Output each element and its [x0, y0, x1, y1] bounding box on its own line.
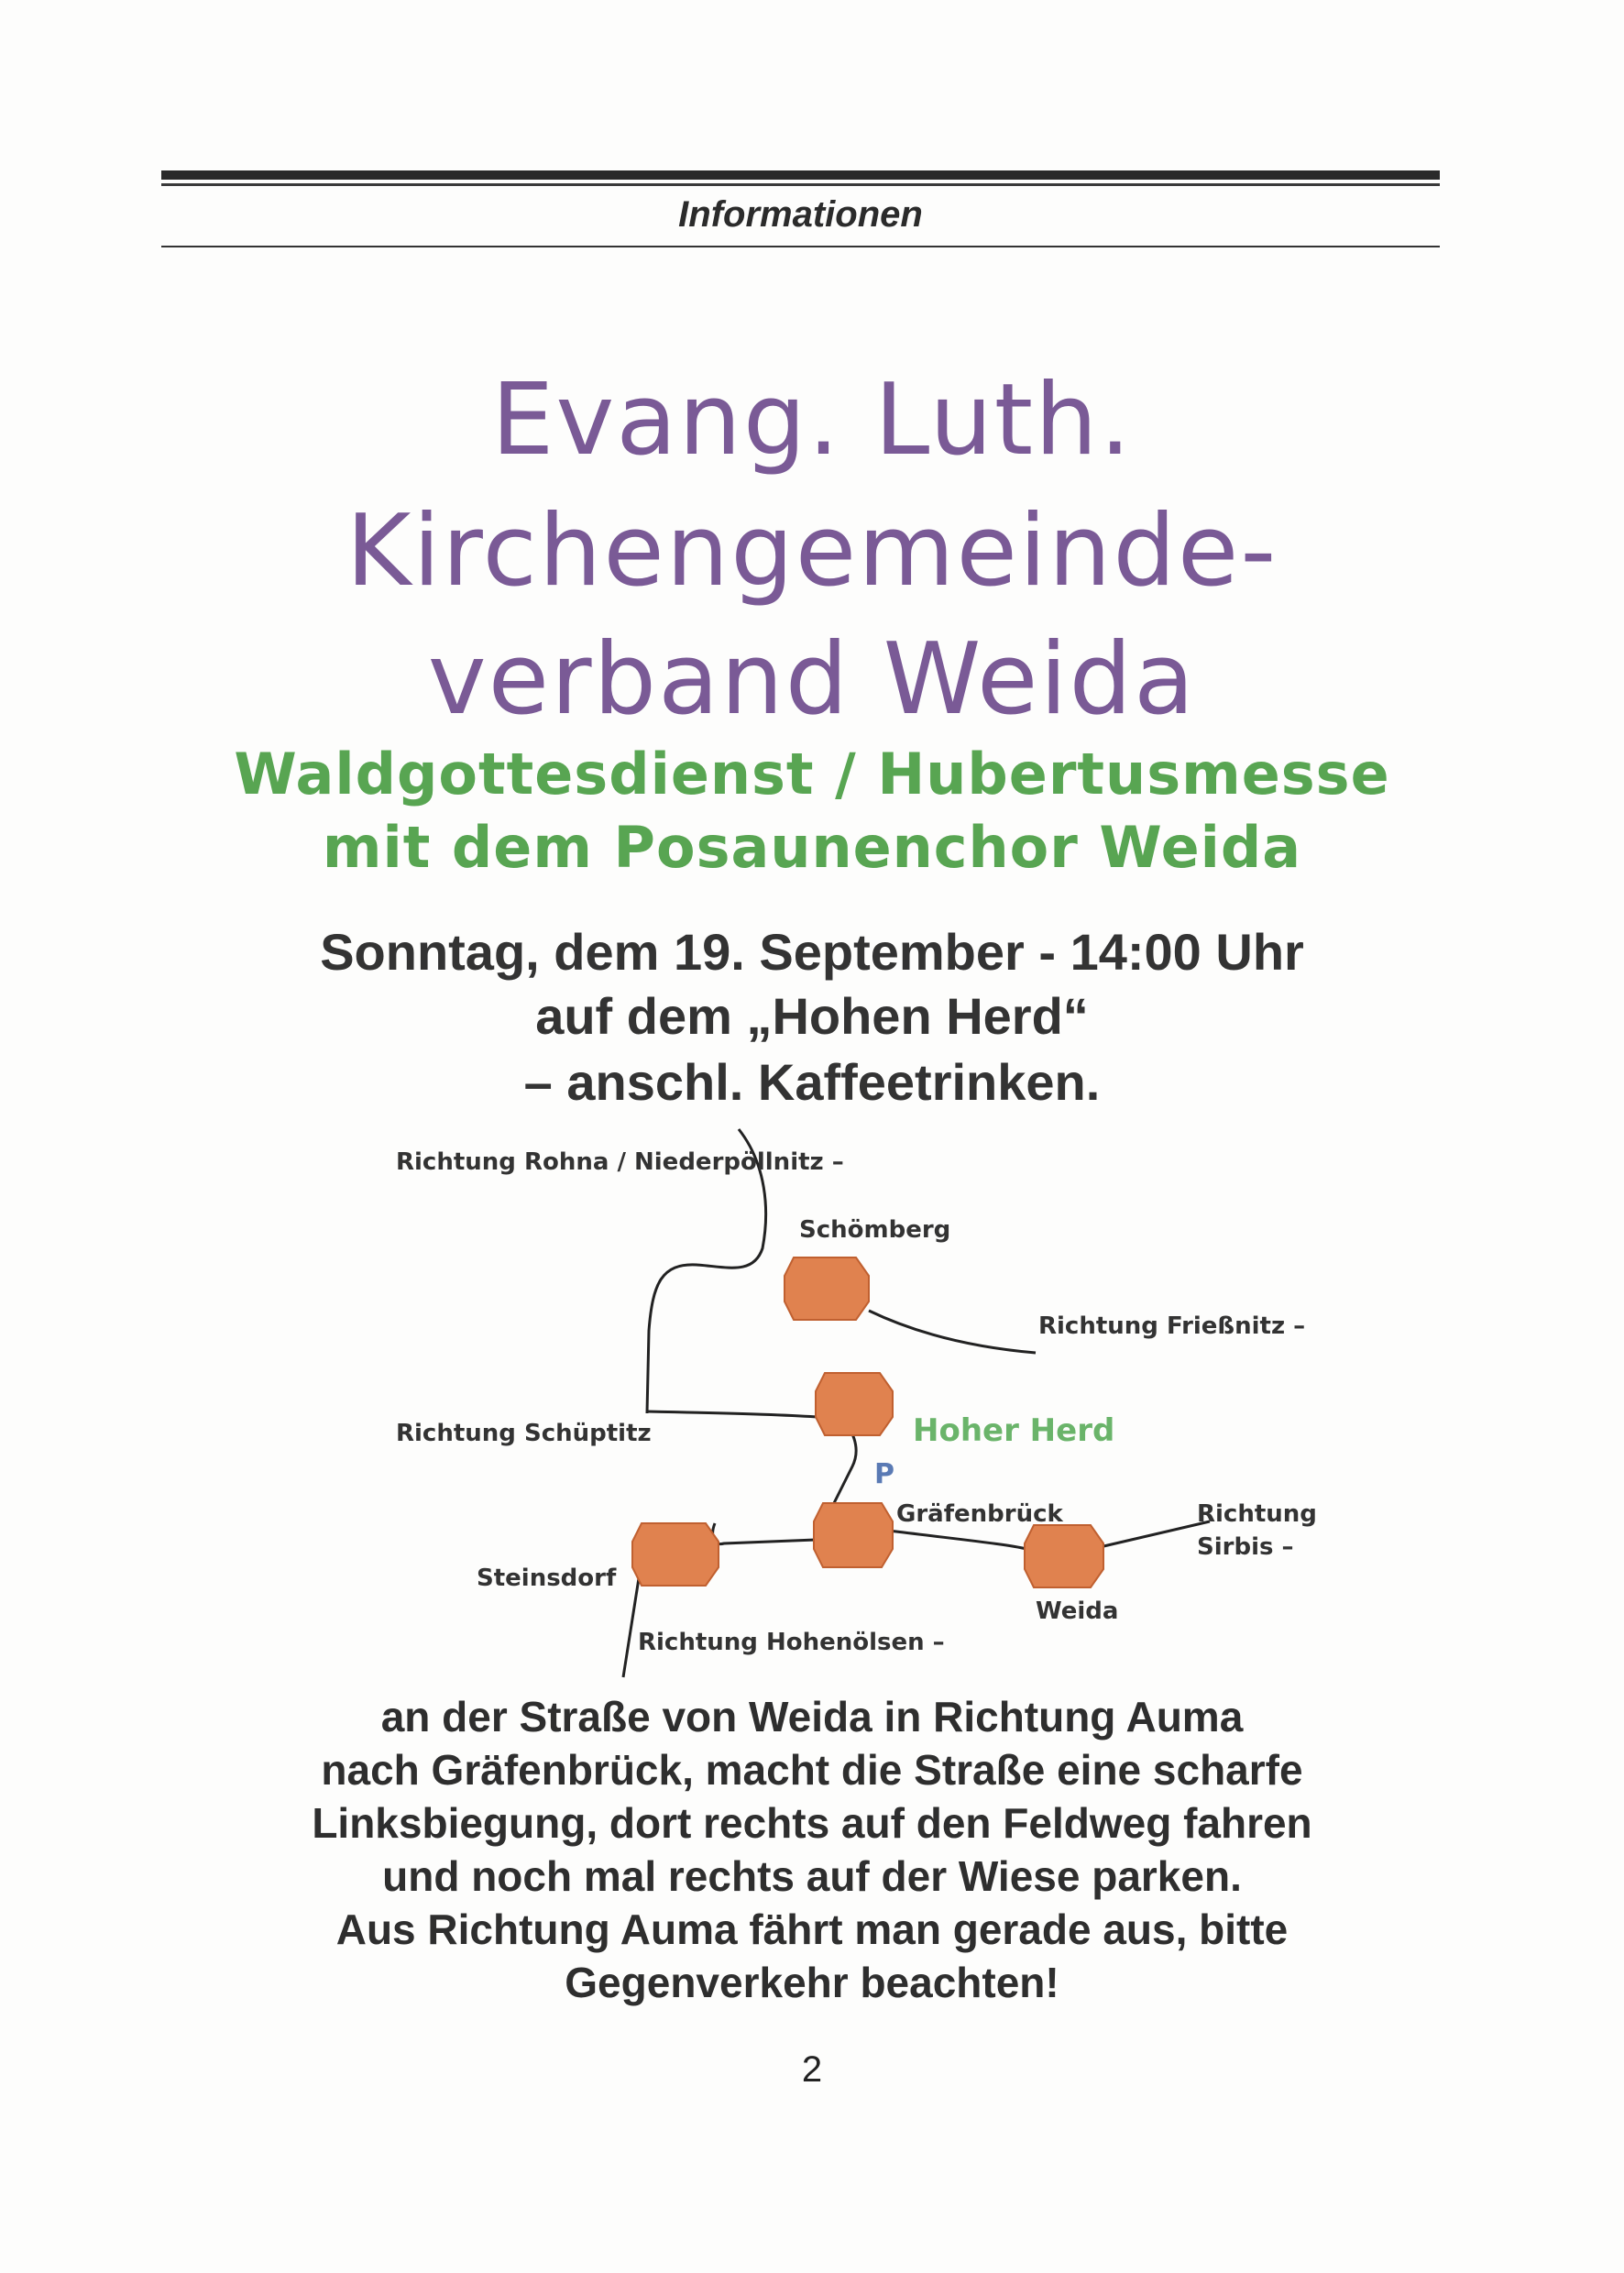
directions-line-4: und noch mal rechts auf der Wiese parken.: [382, 1852, 1242, 1900]
label-graefenbrueck: Gräfenbrück: [896, 1500, 1063, 1528]
road-hohenoelsen: [623, 1578, 639, 1677]
node-weida: [1025, 1525, 1103, 1587]
label-sirbis-1: Richtung: [1197, 1500, 1317, 1528]
label-weida: Weida: [1036, 1598, 1119, 1625]
label-steinsdorf: Steinsdorf: [477, 1565, 617, 1592]
node-hoher-herd: [816, 1373, 893, 1435]
label-rohna: Richtung Rohna / Niederpöllnitz –: [396, 1148, 844, 1176]
road-sirbis: [1100, 1521, 1210, 1547]
label-sirbis-2: Sirbis –: [1197, 1533, 1294, 1561]
label-schuptitz: Richtung Schüptitz: [396, 1420, 652, 1447]
label-hoher-herd: Hoher Herd: [913, 1412, 1115, 1449]
event-date-line: Sonntag, dem 19. September - 14:00 Uhr: [320, 923, 1304, 981]
subtitle-line-2: mit dem Posaunenchor Weida: [322, 814, 1302, 881]
directions-line-5: Aus Richtung Auma fährt man gerade aus, bitte: [335, 1905, 1289, 1953]
directions-line-1: an der Straße von Weida in Richtung Auma: [380, 1693, 1244, 1740]
label-hohenoelsen: Richtung Hohenölsen –: [638, 1629, 945, 1656]
section-label: Informationen: [678, 194, 923, 235]
node-steinsdorf: [632, 1523, 719, 1586]
road-steinsdorf: [713, 1523, 816, 1544]
event-coffee-line: – anschl. Kaffeetrinken.: [523, 1053, 1101, 1111]
directions-line-2: nach Gräfenbrück, macht die Straße eine scharfe: [321, 1746, 1303, 1794]
subtitle-line-1: Waldgottesdienst / Hubertusmesse: [234, 741, 1390, 807]
label-friessnitz: Richtung Frießnitz –: [1038, 1312, 1306, 1340]
node-graefenbrueck: [814, 1503, 893, 1567]
label-schoemberg: Schömberg: [799, 1216, 951, 1244]
title-line-3: verband Weida: [427, 622, 1197, 737]
title-line-1: Evang. Luth.: [491, 363, 1133, 478]
road-weida: [889, 1531, 1026, 1549]
road-friessnitz: [869, 1311, 1036, 1353]
event-location-line: auf dem „Hohen Herd“: [535, 987, 1089, 1045]
map-roads: [623, 1129, 1210, 1677]
directions-line-3: Linksbiegung, dort rechts auf den Feldweg fahren: [312, 1799, 1312, 1847]
page-number: 2: [801, 2049, 823, 2090]
node-schoemberg: [785, 1257, 869, 1320]
parking-label: P: [874, 1458, 894, 1490]
directions-line-6: Gegenverkehr beachten!: [565, 1959, 1059, 2006]
title-line-2: Kirchengemeinde-: [346, 494, 1278, 609]
